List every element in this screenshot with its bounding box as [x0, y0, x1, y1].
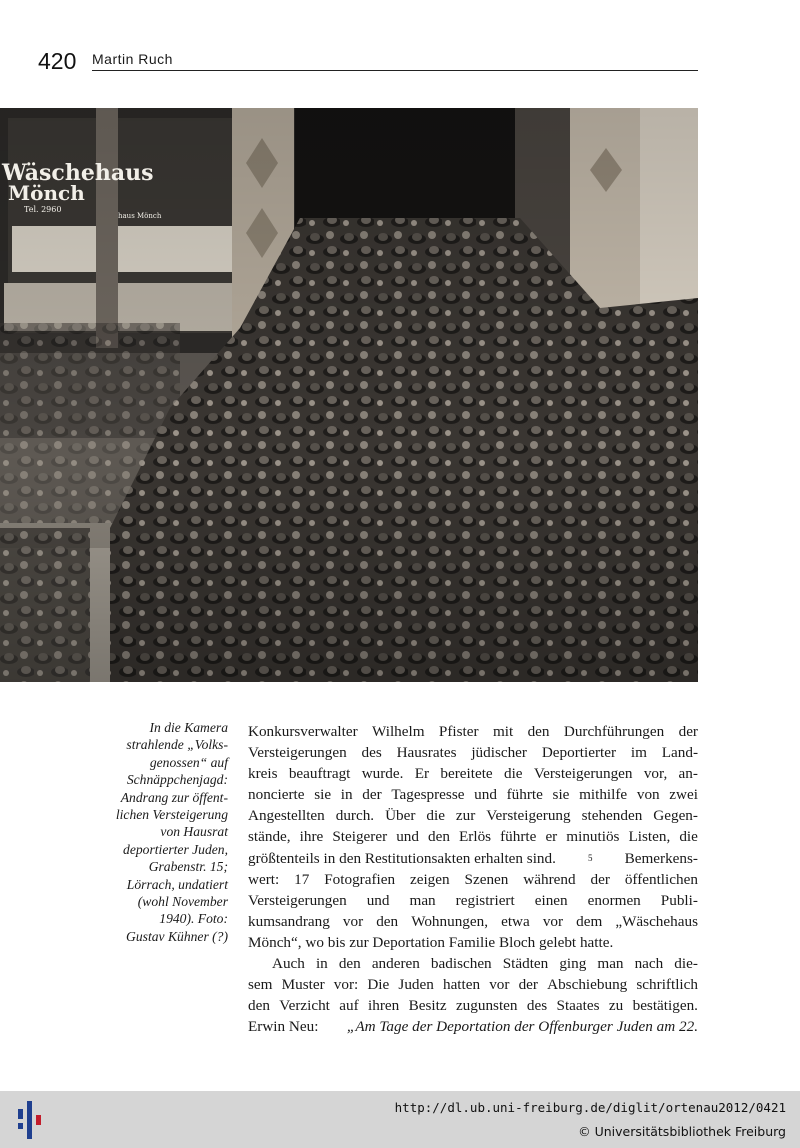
body-word: die-: [674, 955, 698, 973]
body-word: vor:: [333, 976, 359, 994]
body-word: zwei: [669, 786, 698, 804]
body-word: man: [409, 891, 436, 909]
body-word: Wohnungen,: [411, 912, 489, 930]
body-word: stände,: [248, 828, 291, 846]
body-line: [248, 974, 698, 995]
body-word: Besitz: [408, 997, 447, 1015]
body-word: Szenen: [464, 870, 509, 888]
caption-line: lichen Versteigerung: [115, 807, 228, 823]
body-word: minutiös: [566, 828, 620, 846]
body-word: Land-: [661, 744, 698, 762]
body-word: öffentlichen: [624, 870, 698, 888]
body-word: etwa: [501, 912, 530, 930]
body-word: stehenden: [581, 807, 643, 825]
body-word: Steigerer: [332, 828, 388, 846]
body-word: von: [636, 786, 660, 804]
body-word: Deportierter: [541, 744, 617, 762]
ub-freiburg-logo-icon: [10, 1099, 52, 1141]
caption-line: Grabenstr. 15;: [148, 859, 228, 875]
body-word: registriert: [455, 891, 515, 909]
body-word: Publi-: [660, 891, 698, 909]
caption-line: von Hausrat: [160, 824, 228, 840]
body-word: an-: [678, 765, 698, 783]
body-word: jüdischer: [471, 744, 527, 762]
body-word: er: [545, 828, 558, 846]
body-word: die: [503, 765, 523, 783]
body-word: Verzicht: [279, 997, 330, 1015]
body-word: Versteigerungen: [533, 765, 633, 783]
body-word: bereitete: [440, 765, 493, 783]
body-line: [248, 890, 698, 911]
body-word: Abschiebung: [547, 976, 628, 994]
header-rule: [92, 70, 698, 71]
body-word: Fotografien: [324, 870, 396, 888]
body-word: des: [526, 997, 548, 1015]
body-word: die: [426, 807, 445, 825]
body-text-segment: Erwin Neu:: [248, 1018, 319, 1036]
body-word: schriftlich: [636, 976, 698, 994]
body-word: beauftragt: [288, 765, 351, 783]
body-word: wert:: [248, 870, 280, 888]
body-word: Angestellten: [248, 807, 325, 825]
body-word: 17: [294, 870, 310, 888]
body-word: führte: [506, 786, 543, 804]
body-word: den: [338, 955, 361, 973]
body-word: Durchführungen: [563, 723, 665, 740]
body-word: Wilhelm: [372, 723, 425, 740]
body-line: [248, 911, 698, 932]
body-word: der: [678, 723, 698, 740]
body-word: Versteigerungen: [248, 744, 347, 762]
body-word: den: [527, 723, 550, 740]
body-word: Erlös: [459, 828, 492, 846]
body-word: des: [361, 744, 382, 762]
body-line: [248, 721, 698, 742]
body-word: auf: [339, 997, 359, 1015]
body-word: und: [474, 786, 497, 804]
body-word: Pfister: [438, 723, 479, 740]
source-url-link[interactable]: http://dl.ub.uni-freiburg.de/diglit/ortenau2012/0421: [394, 1100, 786, 1115]
body-word: sie: [314, 786, 332, 804]
crowd-photograph: [0, 108, 698, 682]
body-word: anderen: [371, 955, 420, 973]
body-word: Hausrates: [396, 744, 457, 762]
body-word: Auch: [272, 955, 305, 973]
caption-line: 1940). Foto:: [159, 911, 228, 927]
body-word: Er: [414, 765, 430, 783]
shop-sign-phone: Tel. 2960: [24, 205, 62, 214]
body-word: Muster: [281, 976, 325, 994]
body-word: Tagespresse: [391, 786, 465, 804]
photo-caption: [100, 719, 228, 945]
body-word: und: [396, 828, 419, 846]
body-word: Über: [385, 807, 416, 825]
body-word: nach: [634, 955, 664, 973]
body-word: Gegen-: [653, 807, 698, 825]
body-line: [248, 805, 698, 826]
body-line: [248, 742, 698, 763]
body-word: führte: [500, 828, 537, 846]
caption-line: Andrang zur öffent-: [120, 789, 228, 805]
body-word: sem: [248, 976, 273, 994]
body-word: einen: [534, 891, 568, 909]
shop-sign-line1: Wäschehaus: [2, 160, 154, 186]
body-word: hatten: [442, 976, 481, 994]
body-line: [248, 763, 698, 784]
body-line-citation: [248, 1016, 698, 1037]
caption-line: deportierter Juden,: [123, 841, 228, 857]
body-word: kreis: [248, 765, 278, 783]
footnote-reference[interactable]: 5: [588, 852, 593, 863]
body-word: mit: [492, 723, 514, 740]
body-word: wurde.: [361, 765, 404, 783]
body-text-segment: Bemerkens-: [624, 849, 698, 867]
body-word: den: [248, 997, 270, 1015]
body-word: Städten: [502, 955, 549, 973]
body-word: ihren: [368, 997, 400, 1015]
body-word: badischen: [430, 955, 492, 973]
shop-sign-line2: Mönch: [8, 181, 85, 205]
body-text-segment: größtenteils in den Restitutionsakten erhalten sind.: [248, 849, 556, 867]
body-word: ihre: [299, 828, 324, 846]
body-word: den: [428, 828, 450, 846]
body-word: in: [315, 955, 328, 973]
caption-line: Schnäppchenjagd:: [126, 772, 228, 788]
library-footer: [0, 1091, 800, 1148]
body-word: der: [518, 976, 538, 994]
body-word: man: [597, 955, 624, 973]
body-word: mithilfe: [579, 786, 628, 804]
body-word: zu: [608, 997, 624, 1015]
body-line: [248, 869, 698, 890]
body-word: Listen,: [628, 828, 671, 846]
body-word: die: [679, 828, 698, 846]
shop-label-small: haus Mönch: [118, 212, 162, 220]
caption-line: Lörrach, undatiert: [126, 876, 228, 892]
body-word: zugunsten: [455, 997, 518, 1015]
body-word: sie: [552, 786, 570, 804]
body-word: während: [523, 870, 576, 888]
body-line: [248, 826, 698, 847]
body-word: vor: [489, 976, 510, 994]
body-word: Versteigerungen: [248, 891, 347, 909]
body-line-footnote: [248, 848, 698, 869]
body-word: vor,: [643, 765, 668, 783]
body-word: bestätigen.: [632, 997, 698, 1015]
body-word: Versteigerung: [486, 807, 571, 825]
body-line: Mönch“, wo bis zur Deportation Familie Bloch gelebt hatte.: [248, 933, 614, 951]
caption-line: genossen“ auf: [149, 754, 228, 770]
running-head-author: Martin Ruch: [92, 51, 173, 67]
caption-line: (wohl November: [137, 894, 228, 910]
body-word: enormen: [587, 891, 641, 909]
caption-line: strahlende „Volks-: [126, 737, 228, 753]
citation-title: „Am Tage der Deportation der Offenburger Juden am 22.: [346, 1018, 698, 1036]
body-word: Juden: [398, 976, 434, 994]
body-word: und: [366, 891, 390, 909]
body-word: der: [590, 870, 610, 888]
copyright-notice: © Universitätsbibliothek Freiburg: [578, 1124, 786, 1139]
body-word: „Wäschehaus: [615, 912, 698, 930]
body-word: ging: [559, 955, 587, 973]
body-word: durch.: [335, 807, 375, 825]
body-word: vor: [342, 912, 364, 930]
body-word: kumsandrang: [248, 912, 330, 930]
page-header: [38, 46, 698, 72]
body-word: vor: [542, 912, 564, 930]
body-word: Die: [367, 976, 390, 994]
body-line: [248, 995, 698, 1016]
body-word: im: [630, 744, 647, 762]
body-word: zeigen: [409, 870, 450, 888]
body-word: zur: [455, 807, 476, 825]
body-word: noncierte: [248, 786, 305, 804]
body-word: Konkursverwalter: [248, 723, 358, 740]
caption-line: In die Kamera: [149, 720, 228, 735]
body-word: Staates: [556, 997, 600, 1015]
page-number: 420: [38, 48, 77, 74]
body-line: [248, 784, 698, 805]
body-word: den: [376, 912, 399, 930]
body-word: der: [362, 786, 382, 804]
body-word: dem: [576, 912, 603, 930]
body-text: [248, 721, 698, 1037]
caption-line: Gustav Kühner (?): [126, 928, 228, 944]
body-line: [248, 953, 698, 974]
body-word: in: [340, 786, 353, 804]
